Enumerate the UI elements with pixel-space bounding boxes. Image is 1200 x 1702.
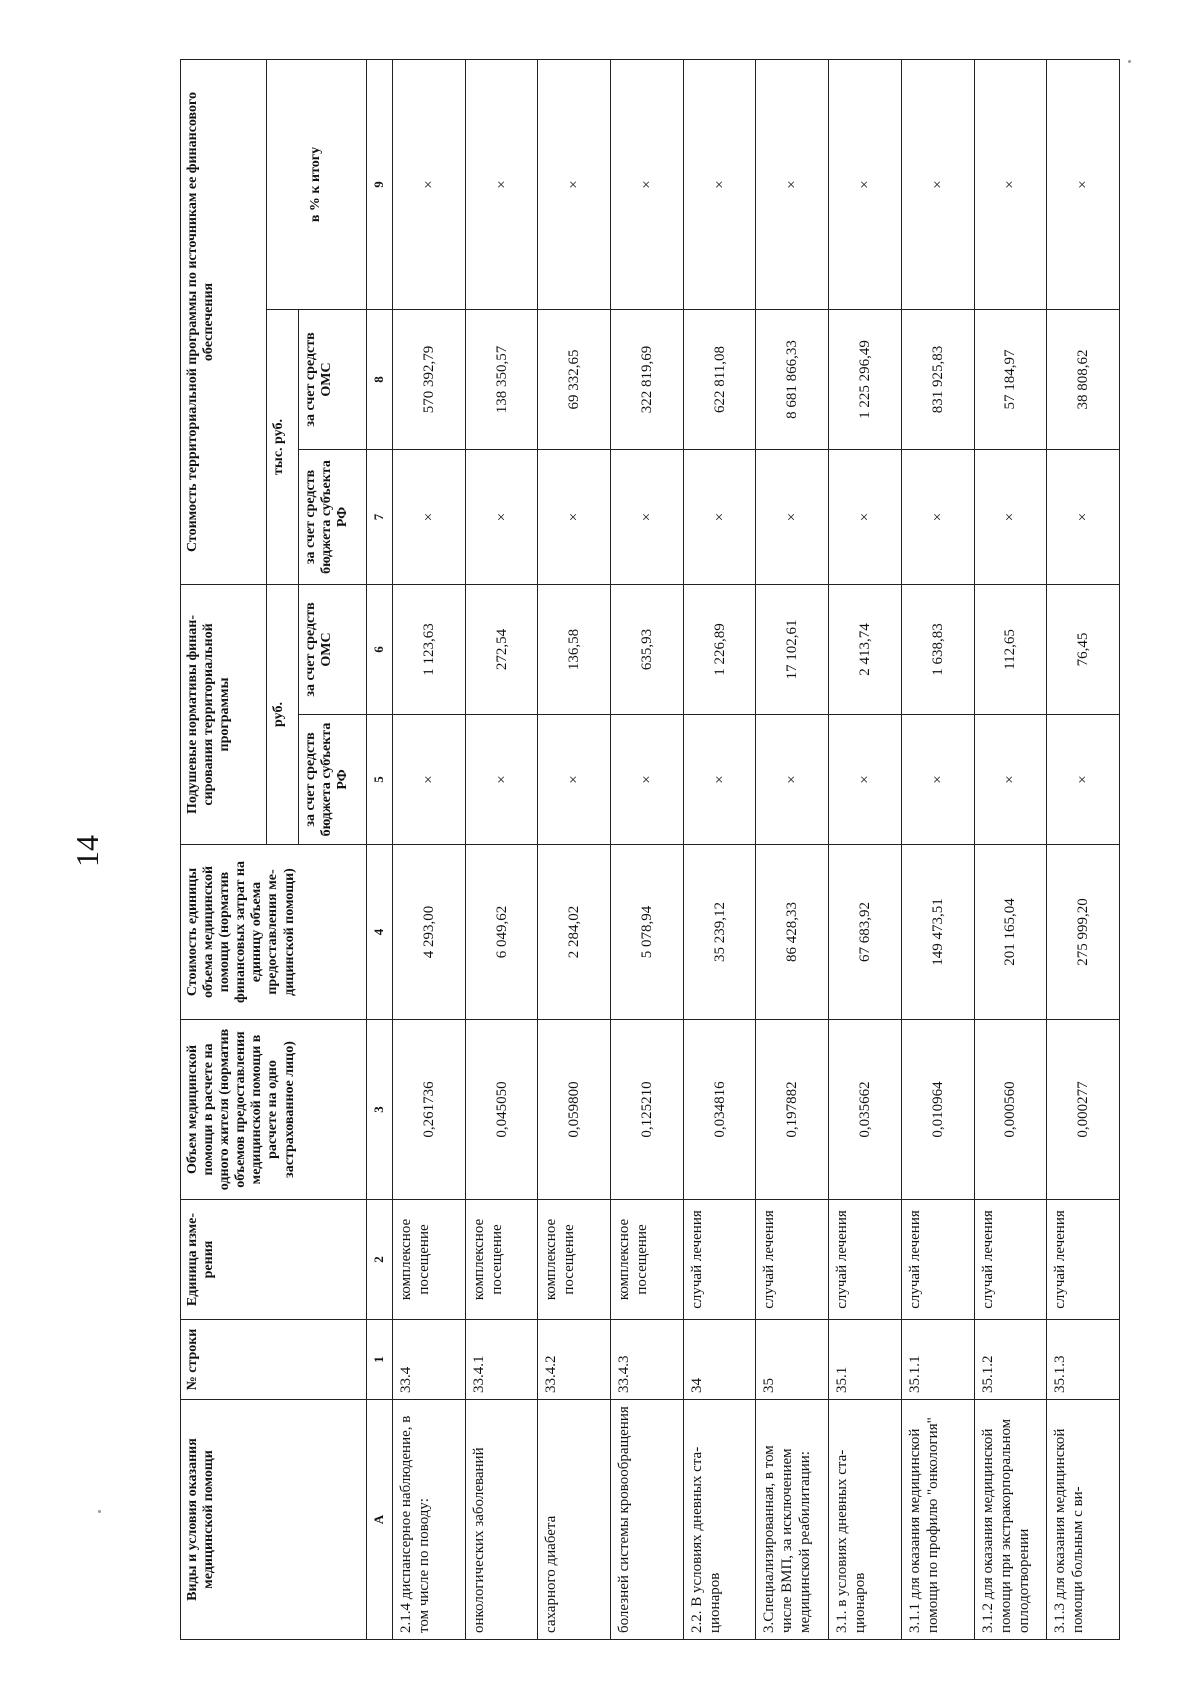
row-cost-oms: 570 392,79 bbox=[393, 310, 466, 450]
column-number: 6 bbox=[367, 585, 393, 715]
row-line-number: 33.4.3 bbox=[611, 1320, 684, 1400]
row-cost-oms: 138 350,57 bbox=[465, 310, 538, 450]
row-cost-budget: × bbox=[974, 450, 1047, 585]
row-per-capita-budget: × bbox=[393, 715, 466, 845]
column-number: 3 bbox=[367, 1020, 393, 1200]
row-unit: случай лечения bbox=[974, 1200, 1047, 1320]
header-volume: Объем медицинской помощи в расчете на одного жителя (норматив объемов предоставления медицинской помощи в расчете на одно застрахованное лицо) bbox=[181, 1020, 367, 1200]
row-cost-oms: 57 184,97 bbox=[974, 310, 1047, 450]
column-number: 9 bbox=[367, 59, 393, 309]
row-percent: × bbox=[538, 59, 611, 309]
row-unit: случай лечения bbox=[829, 1200, 902, 1320]
header-unit-rub: руб. bbox=[267, 585, 299, 845]
row-per-capita-oms: 1 226,89 bbox=[683, 585, 756, 715]
row-cost-budget: × bbox=[465, 450, 538, 585]
table-row bbox=[756, 59, 829, 1639]
table-row bbox=[901, 59, 974, 1639]
row-percent: × bbox=[1047, 59, 1120, 309]
row-per-capita-oms: 17 102,61 bbox=[756, 585, 829, 715]
row-volume: 0,059800 bbox=[538, 1020, 611, 1200]
header-cost-budget: за счет средств бюджета субъекта РФ bbox=[299, 450, 367, 585]
row-per-capita-budget: × bbox=[756, 715, 829, 845]
page-number: 14 bbox=[69, 835, 105, 867]
header-per-capita-budget: за счет средств бюджета субъекта РФ bbox=[299, 715, 367, 845]
table-row bbox=[974, 59, 1047, 1639]
row-line-number: 35 bbox=[756, 1320, 829, 1400]
row-unit: комплексное посещение bbox=[611, 1200, 684, 1320]
row-name: 2.2. В условиях дневных стационаров bbox=[683, 1400, 756, 1640]
row-per-capita-budget: × bbox=[611, 715, 684, 845]
row-unit-cost: 86 428,33 bbox=[756, 845, 829, 1020]
column-number: 2 bbox=[367, 1200, 393, 1320]
column-number: 5 bbox=[367, 715, 393, 845]
row-line-number: 33.4.2 bbox=[538, 1320, 611, 1400]
row-name: болезней системы кровообращения bbox=[611, 1400, 684, 1640]
table-body bbox=[393, 59, 1120, 1639]
row-name: 3.1.1 для оказания медицинской помощи по профилю "онкология" bbox=[901, 1400, 974, 1640]
column-number: 4 bbox=[367, 845, 393, 1020]
row-per-capita-oms: 136,58 bbox=[538, 585, 611, 715]
header-types: Виды и условия оказания медицинской помощи bbox=[181, 1400, 367, 1640]
row-unit-cost: 35 239,12 bbox=[683, 845, 756, 1020]
table-row bbox=[465, 59, 538, 1639]
financing-table bbox=[180, 59, 1120, 1640]
row-volume: 0,197882 bbox=[756, 1020, 829, 1200]
row-cost-budget: × bbox=[901, 450, 974, 585]
row-volume: 0,045050 bbox=[465, 1020, 538, 1200]
row-volume: 0,034816 bbox=[683, 1020, 756, 1200]
table-row bbox=[538, 59, 611, 1639]
row-unit-cost: 149 473,51 bbox=[901, 845, 974, 1020]
row-name: сахарного диабета bbox=[538, 1400, 611, 1640]
row-unit-cost: 6 049,62 bbox=[465, 845, 538, 1020]
row-per-capita-oms: 1 638,83 bbox=[901, 585, 974, 715]
row-name: 3.Специализированная, в том числе ВМП, за исключением медицинской реабилитации: bbox=[756, 1400, 829, 1640]
row-cost-oms: 8 681 866,33 bbox=[756, 310, 829, 450]
row-cost-budget: × bbox=[393, 450, 466, 585]
row-unit: случай лечения bbox=[1047, 1200, 1120, 1320]
table-row bbox=[829, 59, 902, 1639]
row-volume: 0,000560 bbox=[974, 1020, 1047, 1200]
row-per-capita-oms: 1 123,63 bbox=[393, 585, 466, 715]
row-volume: 0,125210 bbox=[611, 1020, 684, 1200]
row-name: 3.1. в условиях дневных стационаров bbox=[829, 1400, 902, 1640]
header-per-capita-oms: за счет средств ОМС bbox=[299, 585, 367, 715]
row-percent: × bbox=[974, 59, 1047, 309]
header-percent: в % к итогу bbox=[267, 59, 367, 309]
scan-speck bbox=[1128, 60, 1131, 63]
header-unit: Единица измерения bbox=[181, 1200, 367, 1320]
column-number: 1 bbox=[367, 1320, 393, 1400]
row-line-number: 35.1.3 bbox=[1047, 1320, 1120, 1400]
row-per-capita-oms: 272,54 bbox=[465, 585, 538, 715]
row-name: 3.1.2 для оказания медицинской помощи при экстракорпоральном оплодотворении bbox=[974, 1400, 1047, 1640]
row-line-number: 34 bbox=[683, 1320, 756, 1400]
row-unit-cost: 67 683,92 bbox=[829, 845, 902, 1020]
row-cost-oms: 622 811,08 bbox=[683, 310, 756, 450]
row-unit-cost: 4 293,00 bbox=[393, 845, 466, 1020]
row-cost-oms: 38 808,62 bbox=[1047, 310, 1120, 450]
row-cost-oms: 322 819,69 bbox=[611, 310, 684, 450]
row-unit-cost: 2 284,02 bbox=[538, 845, 611, 1020]
row-cost-budget: × bbox=[1047, 450, 1120, 585]
row-per-capita-oms: 76,45 bbox=[1047, 585, 1120, 715]
row-cost-budget: × bbox=[538, 450, 611, 585]
row-per-capita-oms: 2 413,74 bbox=[829, 585, 902, 715]
row-percent: × bbox=[465, 59, 538, 309]
column-number: 8 bbox=[367, 310, 393, 450]
row-unit: комплексное посещение bbox=[465, 1200, 538, 1320]
header-per-capita-norms: Подушевые нормативы финансирования территориальной программы bbox=[181, 585, 267, 845]
row-line-number: 33.4.1 bbox=[465, 1320, 538, 1400]
row-unit: случай лечения bbox=[756, 1200, 829, 1320]
row-volume: 0,000277 bbox=[1047, 1020, 1120, 1200]
row-cost-oms: 69 332,65 bbox=[538, 310, 611, 450]
row-name: 2.1.4 диспансерное наблюдение, в том числе по поводу: bbox=[393, 1400, 466, 1640]
row-line-number: 35.1 bbox=[829, 1320, 902, 1400]
row-line-number: 35.1.1 bbox=[901, 1320, 974, 1400]
row-percent: × bbox=[901, 59, 974, 309]
row-unit-cost: 5 078,94 bbox=[611, 845, 684, 1020]
row-cost-budget: × bbox=[756, 450, 829, 585]
row-unit: комплексное посещение bbox=[393, 1200, 466, 1320]
row-unit: случай лечения bbox=[901, 1200, 974, 1320]
row-percent: × bbox=[393, 59, 466, 309]
header-line-number: № строки bbox=[181, 1320, 367, 1400]
table-row bbox=[1047, 59, 1120, 1639]
row-percent: × bbox=[611, 59, 684, 309]
row-percent: × bbox=[756, 59, 829, 309]
row-per-capita-budget: × bbox=[974, 715, 1047, 845]
row-name: 3.1.3 для оказания медицинской помощи больным с ви- bbox=[1047, 1400, 1120, 1640]
row-unit-cost: 201 165,04 bbox=[974, 845, 1047, 1020]
row-line-number: 35.1.2 bbox=[974, 1320, 1047, 1400]
row-unit: случай лечения bbox=[683, 1200, 756, 1320]
row-cost-budget: × bbox=[829, 450, 902, 585]
header-cost-oms: за счет средств ОМС bbox=[299, 310, 367, 450]
row-name: онкологических заболеваний bbox=[465, 1400, 538, 1640]
row-per-capita-budget: × bbox=[683, 715, 756, 845]
row-per-capita-budget: × bbox=[538, 715, 611, 845]
row-cost-budget: × bbox=[683, 450, 756, 585]
header-unit-thousand-rub: тыс. руб. bbox=[267, 310, 299, 585]
scan-speck bbox=[98, 1510, 101, 1513]
row-per-capita-budget: × bbox=[1047, 715, 1120, 845]
row-volume: 0,035662 bbox=[829, 1020, 902, 1200]
row-per-capita-budget: × bbox=[901, 715, 974, 845]
row-cost-budget: × bbox=[611, 450, 684, 585]
row-per-capita-budget: × bbox=[829, 715, 902, 845]
row-unit-cost: 275 999,20 bbox=[1047, 845, 1120, 1020]
rotated-table-wrapper bbox=[180, 60, 1120, 1640]
row-per-capita-oms: 635,93 bbox=[611, 585, 684, 715]
row-per-capita-budget: × bbox=[465, 715, 538, 845]
table-row bbox=[683, 59, 756, 1639]
row-volume: 0,261736 bbox=[393, 1020, 466, 1200]
row-percent: × bbox=[829, 59, 902, 309]
column-number: 7 bbox=[367, 450, 393, 585]
row-per-capita-oms: 112,65 bbox=[974, 585, 1047, 715]
column-number: А bbox=[367, 1400, 393, 1640]
table-row bbox=[393, 59, 466, 1639]
row-cost-oms: 831 925,83 bbox=[901, 310, 974, 450]
row-unit: комплексное посещение bbox=[538, 1200, 611, 1320]
row-percent: × bbox=[683, 59, 756, 309]
table-row bbox=[611, 59, 684, 1639]
row-cost-oms: 1 225 296,49 bbox=[829, 310, 902, 450]
header-unit-cost: Стоимость единицы объема медицинской помощи (норматив финансовых затрат на единицу объема предоставления медицинской помощи) bbox=[181, 845, 367, 1020]
row-line-number: 33.4 bbox=[393, 1320, 466, 1400]
header-program-cost: Стоимость территориальной программы по источникам ее финансового обеспечения bbox=[181, 59, 267, 584]
row-volume: 0,010964 bbox=[901, 1020, 974, 1200]
